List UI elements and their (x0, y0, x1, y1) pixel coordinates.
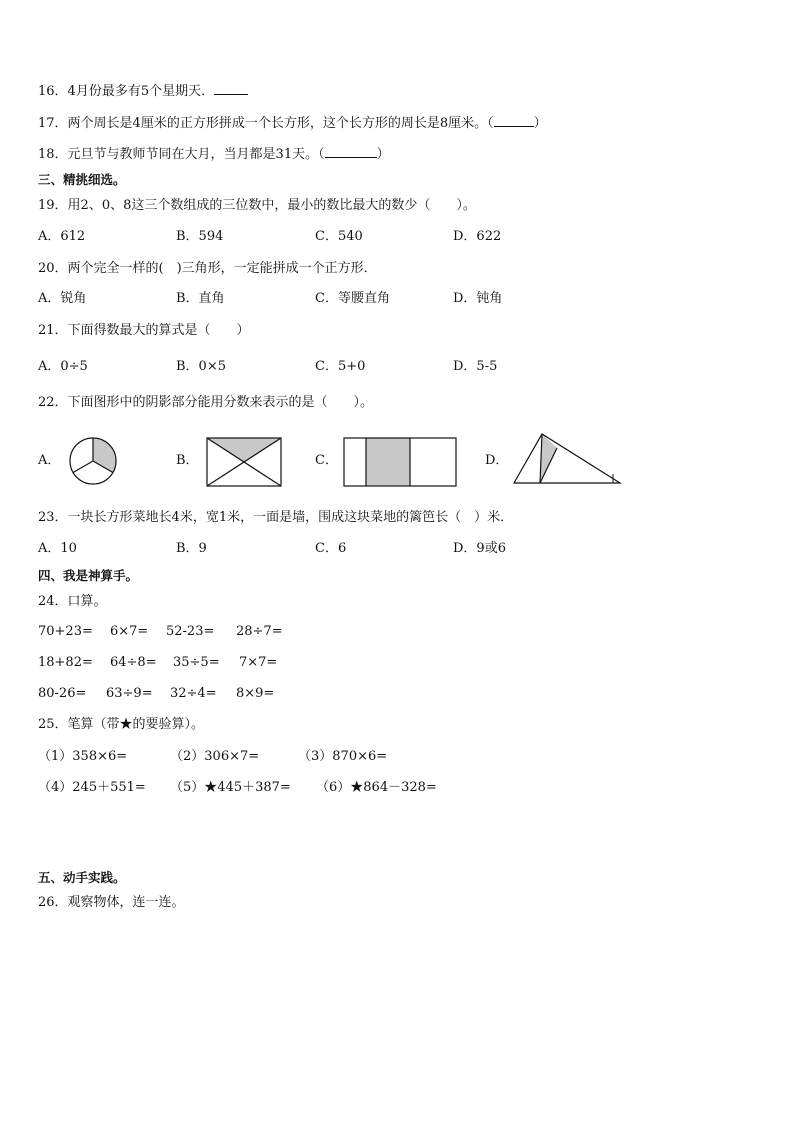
mental-math-item: 32÷4= (170, 686, 217, 701)
question-19: 19．用2、0、8这三个数组成的三位数中，最小的数比最大的数少（ ）。 (38, 198, 476, 213)
q22-label-c[interactable]: C． (315, 453, 338, 468)
shaded-part (366, 438, 410, 486)
question-20: 20．两个完全一样的( )三角形，一定能拼成一个正方形． (38, 261, 377, 276)
written-calc-item: （5）★445＋387= (170, 780, 291, 795)
written-calc-item: （1）358×6= (38, 749, 128, 764)
question-17 (38, 114, 547, 133)
mental-math-item: 28÷7= (236, 624, 283, 639)
mental-math-item: 35÷5= (173, 655, 220, 670)
q23-option-d[interactable]: D．9或6 (453, 541, 506, 556)
q22-figure-a-circle[interactable] (66, 436, 120, 486)
question-25: 25．笔算（带★的要验算）。 (38, 717, 205, 732)
q22-figure-c-strip[interactable] (342, 436, 458, 488)
paren-close: ） (533, 116, 547, 131)
q22-figure-d-triangle[interactable] (512, 432, 624, 486)
answer-blank[interactable] (494, 114, 534, 127)
mental-math-item: 80-26= (38, 686, 87, 701)
question-18 (38, 145, 390, 164)
mental-math-item: 70+23= (38, 624, 93, 639)
q23-option-c[interactable]: C．6 (315, 541, 347, 556)
q19-option-c[interactable]: C．540 (315, 229, 363, 244)
q21-option-c[interactable]: C．5+0 (315, 359, 366, 374)
written-calc-item: （2）306×7= (170, 749, 260, 764)
divider-line (73, 461, 93, 473)
shaded-triangle (207, 438, 281, 462)
q23-option-b[interactable]: B．9 (176, 541, 207, 556)
paren-close: ） (376, 147, 390, 162)
q22-label-a[interactable]: A． (38, 453, 61, 468)
q19-option-d[interactable]: D．622 (453, 229, 502, 244)
question-18-text: 18．元旦节与教师节同在大月，当月都是31天。（ (38, 147, 325, 162)
question-23: 23．一块长方形菜地长4米，宽1米，一面是墙，围成这块菜地的篱笆长（ ）米． (38, 510, 514, 525)
mental-math-item: 18+82= (38, 655, 93, 670)
q22-label-d[interactable]: D． (485, 453, 509, 468)
q22-figure-b-rectangle[interactable] (205, 436, 283, 488)
q20-option-a[interactable]: A．锐角 (38, 291, 87, 306)
q21-option-a[interactable]: A．0÷5 (38, 359, 88, 374)
question-22: 22．下面图形中的阴影部分能用分数来表示的是（ ）。 (38, 395, 374, 410)
q20-option-d[interactable]: D．钝角 (453, 291, 503, 306)
answer-blank[interactable] (325, 145, 377, 158)
mental-math-item: 64÷8= (110, 655, 157, 670)
written-calc-item: （6）★864－328= (316, 780, 437, 795)
triangle-outline (514, 434, 620, 483)
q20-option-b[interactable]: B．直角 (176, 291, 225, 306)
q20-option-c[interactable]: C．等腰直角 (315, 291, 390, 306)
written-calc-item: （3）870×6= (298, 749, 388, 764)
question-24: 24．口算。 (38, 594, 107, 609)
q21-option-d[interactable]: D．5-5 (453, 359, 498, 374)
section-4-heading: 四、我是神算手。 (38, 568, 139, 583)
mental-math-item: 7×7= (239, 655, 278, 670)
mental-math-item: 8×9= (236, 686, 275, 701)
written-calc-item: （4）245＋551= (38, 780, 146, 795)
q19-option-a[interactable]: A．612 (38, 229, 86, 244)
section-5-heading: 五、动手实践。 (38, 870, 126, 885)
question-16-text: 16．4月份最多有5个星期天． (38, 84, 215, 99)
question-17-text: 17．两个周长是4厘米的正方形拼成一个长方形，这个长方形的周长是8厘米。（ (38, 116, 494, 131)
q22-label-b[interactable]: B． (176, 453, 199, 468)
q21-option-b[interactable]: B．0×5 (176, 359, 226, 374)
q23-option-a[interactable]: A．10 (38, 541, 77, 556)
mental-math-item: 52-23= (166, 624, 215, 639)
q19-option-b[interactable]: B．594 (176, 229, 224, 244)
question-21: 21．下面得数最大的算式是（ ） (38, 323, 250, 338)
mental-math-item: 6×7= (110, 624, 149, 639)
question-16 (38, 82, 248, 101)
question-26: 26．观察物体，连一连。 (38, 895, 185, 910)
answer-blank[interactable] (214, 82, 248, 95)
mental-math-item: 63÷9= (106, 686, 153, 701)
section-3-heading: 三、精挑细选。 (38, 172, 126, 187)
